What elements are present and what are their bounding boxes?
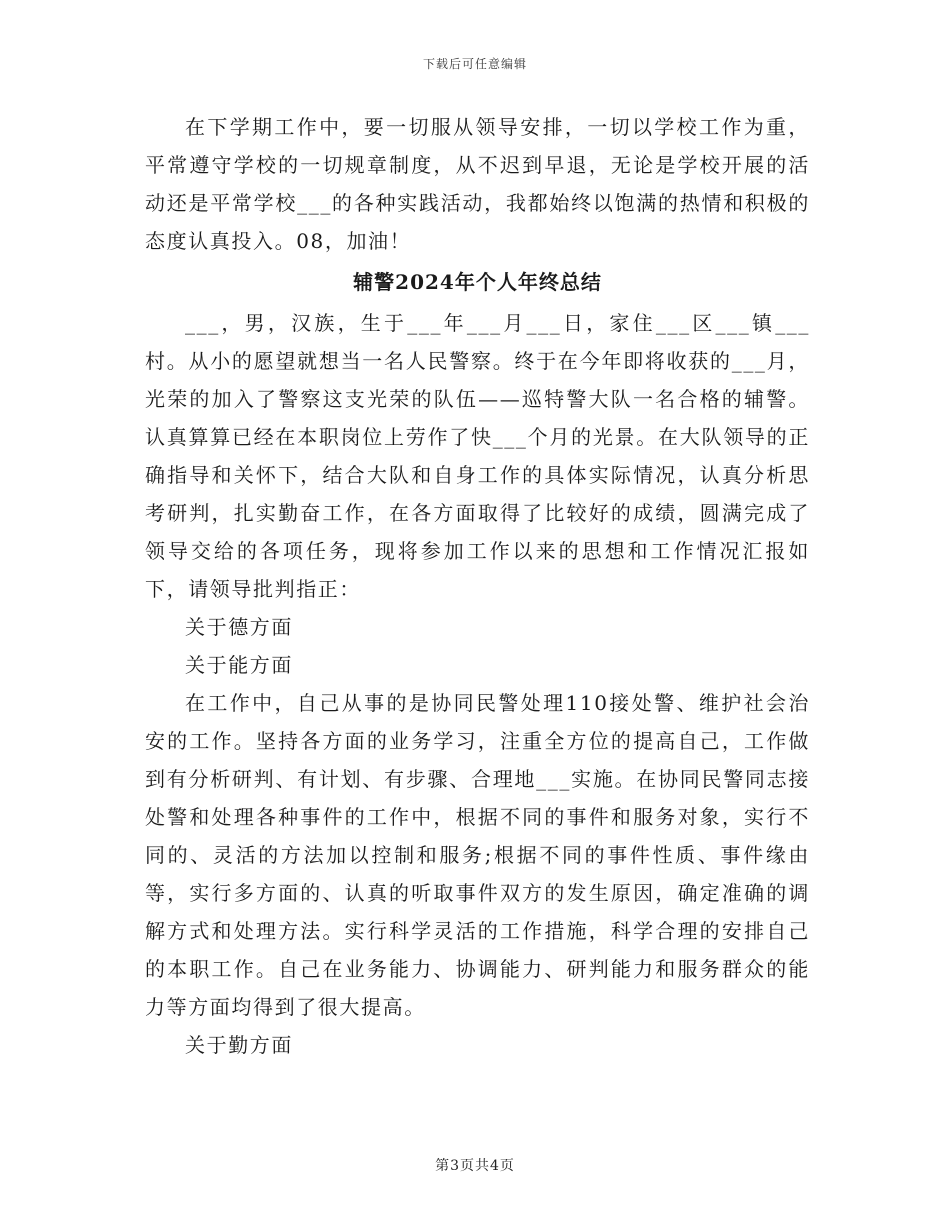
body-paragraph-work: 在工作中，自己从事的是协同民警处理110接处警、维护社会治安的工作。坚持各方面的业务学习，注重全方位的提高自己，工作做到有分析研判、有计划、有步骤、合理地___实施。在协同民警同志接处警和处理各种事件的工作中，根据不同的事件和服务对象，实行不同的、灵活的方法加以控制和服务;根据不同的事件性质、事件缘由等，实行多方面的、认真的听取事件双方的发生原因，确定准确的调解方式和处理方法。实行科学灵活的工作措施，科学合理的安排自己的本职工作。自己在业务能力、协调能力、研判能力和服务群众的能力等方面均得到了很大提高。	[145, 691, 810, 1019]
section-heading-neng: 关于能方面	[185, 653, 293, 677]
page-number: 第3页共4页	[435, 1158, 515, 1174]
intro-paragraph: 在下学期工作中，要一切服从领导安排，一切以学校工作为重，平常遵守学校的一切规章制度，从不迟到早退，无论是学校开展的活动还是平常学校___的各种实践活动，我都始终以饱满的热情和积极的态度认真投入。08，加油！	[145, 115, 810, 253]
document-title: 辅警2024年个人年终总结	[353, 270, 602, 294]
header-note: 下载后可任意编辑	[422, 57, 527, 71]
document-body	[145, 108, 810, 1064]
section-heading-de: 关于德方面	[185, 615, 293, 639]
section-heading-qin: 关于勤方面	[185, 1033, 293, 1057]
body-paragraph-1: ___，男，汉族，生于___年___月___日，家住___区___镇___村。从小的愿望就想当一名人民警察。终于在今年即将收获的___月，光荣的加入了警察这支光荣的队伍——巡特警大队一名合格的辅警。认真算算已经在本职岗位上劳作了快___个月的光景。在大队领导的正确指导和关怀下，结合大队和自身工作的具体实际情况，认真分析思考研判，扎实勤奋工作，在各方面取得了比较好的成绩，圆满完成了领导交给的各项任务，现将参加工作以来的思想和工作情况汇报如下，请领导批判指正：	[145, 311, 810, 601]
